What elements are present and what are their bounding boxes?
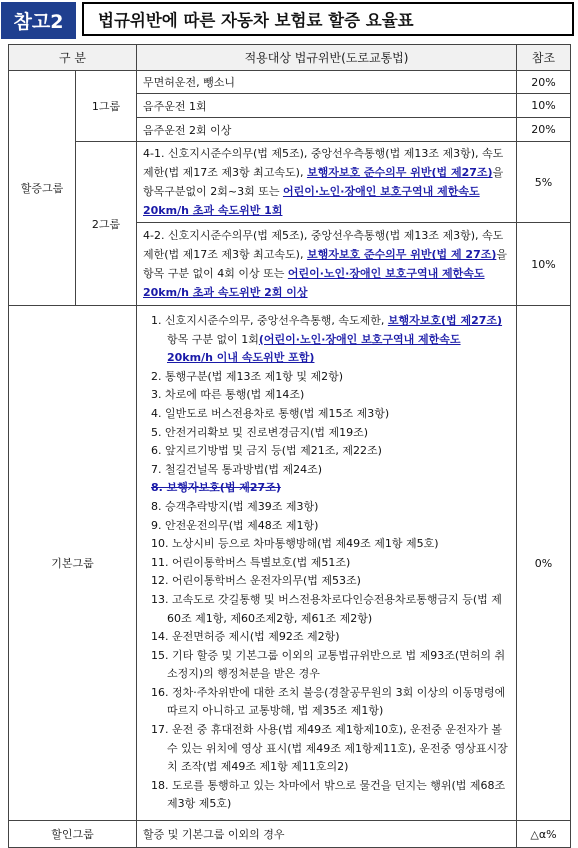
list-item: 3. 차로에 따른 통행(법 제14조) <box>151 388 305 402</box>
discount-group-label: 할인그룹 <box>9 821 137 848</box>
list-item: 2. 통행구분(법 제13조 제1항 및 제2항) <box>151 369 344 383</box>
g1-row1-text: 무면허운전, 뺑소니 <box>137 71 517 94</box>
basic-item-list <box>137 306 516 820</box>
surcharge-group-label: 할증그룹 <box>9 71 76 306</box>
list-item: 11. 어린이통학버스 특별보호(법 제51조) <box>151 555 351 569</box>
list-item: 4. 일반도로 버스전용차로 통행(법 제15조 제3항) <box>151 406 390 420</box>
list-item: 5. 안전거리확보 및 진로변경금지(법 제19조) <box>151 425 369 439</box>
table-row <box>9 821 571 848</box>
header-rate: 참조 <box>517 45 571 71</box>
discount-group-rate: △α% <box>517 821 571 848</box>
basic-group-items <box>137 306 517 821</box>
list-item: 10. 노상시비 등으로 차마통행방해(법 제49조 제1항 제5호) <box>151 537 439 551</box>
header-category: 구 분 <box>9 45 137 71</box>
list-item: 13. 고속도로 갓길통행 및 버스전용차로다인승전용차로통행금지 등(법 제60조 제1항, 제60조제2항, 제61조 제2항) <box>151 592 502 625</box>
rate-table <box>8 44 571 848</box>
g2-row1-rate: 5% <box>517 142 571 223</box>
document-header <box>0 0 578 40</box>
list-item: 14. 운전면허증 제시(법 제92조 제2항) <box>151 630 340 644</box>
list-item: 15. 기타 할증 및 기본그룹 이외의 교통법규위반으로 법 제93조(면허의 취소정지)의 행정처분을 받은 경우 <box>151 648 506 681</box>
basic-group-rate: 0% <box>517 306 571 821</box>
g1-row3-rate: 20% <box>517 118 571 142</box>
table-header-row <box>9 45 571 71</box>
list-item: 8. 승객추락방지(법 제39조 제3항) <box>151 499 319 513</box>
document-title: 법규위반에 따른 자동차 보험료 할증 요율표 <box>82 2 574 36</box>
list-item: 6. 앞지르기방법 및 금지 등(법 제21조, 제22조) <box>151 444 382 458</box>
list-item: 8. 보행자보호(법 제27조) <box>151 481 281 495</box>
list-item: 7. 철길건널목 통과방법(법 제24조) <box>151 462 323 476</box>
list-item: 18. 도로를 통행하고 있는 차마에서 밖으로 물건을 던지는 행위(법 제68조 제3항 제5호) <box>151 778 506 811</box>
g1-row1-rate: 20% <box>517 71 571 94</box>
group2-label: 2그룹 <box>76 142 137 306</box>
list-item: 9. 안전운전의무(법 제48조 제1항) <box>151 518 319 532</box>
g1-row3-text: 음주운전 2회 이상 <box>137 118 517 142</box>
g1-row2-rate: 10% <box>517 94 571 118</box>
list-item: 16. 정차·주차위반에 대한 조치 불응(경찰공무원의 3회 이상의 이동명령에 따르지 아니하고 교통방해, 법 제35조 제1항) <box>151 685 506 718</box>
table-row <box>9 71 571 94</box>
table-row <box>9 306 571 821</box>
g1-row2-text: 음주운전 1회 <box>137 94 517 118</box>
list-item: 1. 신호지시준수의무, 중앙선우측통행, 속도제한, 보행자보호(법 제27조) 항목 구분 없이 1회(어린이·노인·장애인 보호구역내 제한속도 20km/h 이내 속도위반 포함) <box>151 314 503 365</box>
g2-row2-rate: 10% <box>517 223 571 306</box>
discount-group-text: 할증 및 기본그룹 이외의 경우 <box>137 821 517 848</box>
group1-label: 1그룹 <box>76 71 137 142</box>
g2-row1-text: 4-1. 신호지시준수의무(법 제5조), 중앙선우측통행(법 제13조 제3항), 속도제한(법 제17조 제3항 최고속도), 보행자보호 준수의무 위반(법 제27조)을 항목구분없이 2회~3회 또는 어린이·노인·장애인 보호구역내 제한속도 20km/h 초과 속도위반 1회 <box>137 142 517 223</box>
header-violation: 적용대상 법규위반(도로교통법) <box>137 45 517 71</box>
list-item: 17. 운전 중 휴대전화 사용(법 제49조 제1항제10호), 운전중 운전자가 볼 수 있는 위치에 영상 표시(법 제49조 제1항제11호), 운전중 영상표시장치 조작(법 제49조 제1항 제11호의2) <box>151 723 508 774</box>
reference-badge: 참고2 <box>1 2 76 39</box>
list-item: 12. 어린이통학버스 운전자의무(법 제53조) <box>151 574 361 588</box>
g2-row2-text: 4-2. 신호지시준수의무(법 제5조), 중앙선우측통행(법 제13조 제3항), 속도제한(법 제17조 제3항 최고속도), 보행자보호 준수의무 위반(법 제 27조)을 항목 구분 없이 4회 이상 또는 어린이·노인·장애인 보호구역내 제한속도 20km/h 초과 속도위반 2회 이상 <box>137 223 517 306</box>
table-row <box>9 142 571 223</box>
basic-group-label: 기본그룹 <box>9 306 137 821</box>
